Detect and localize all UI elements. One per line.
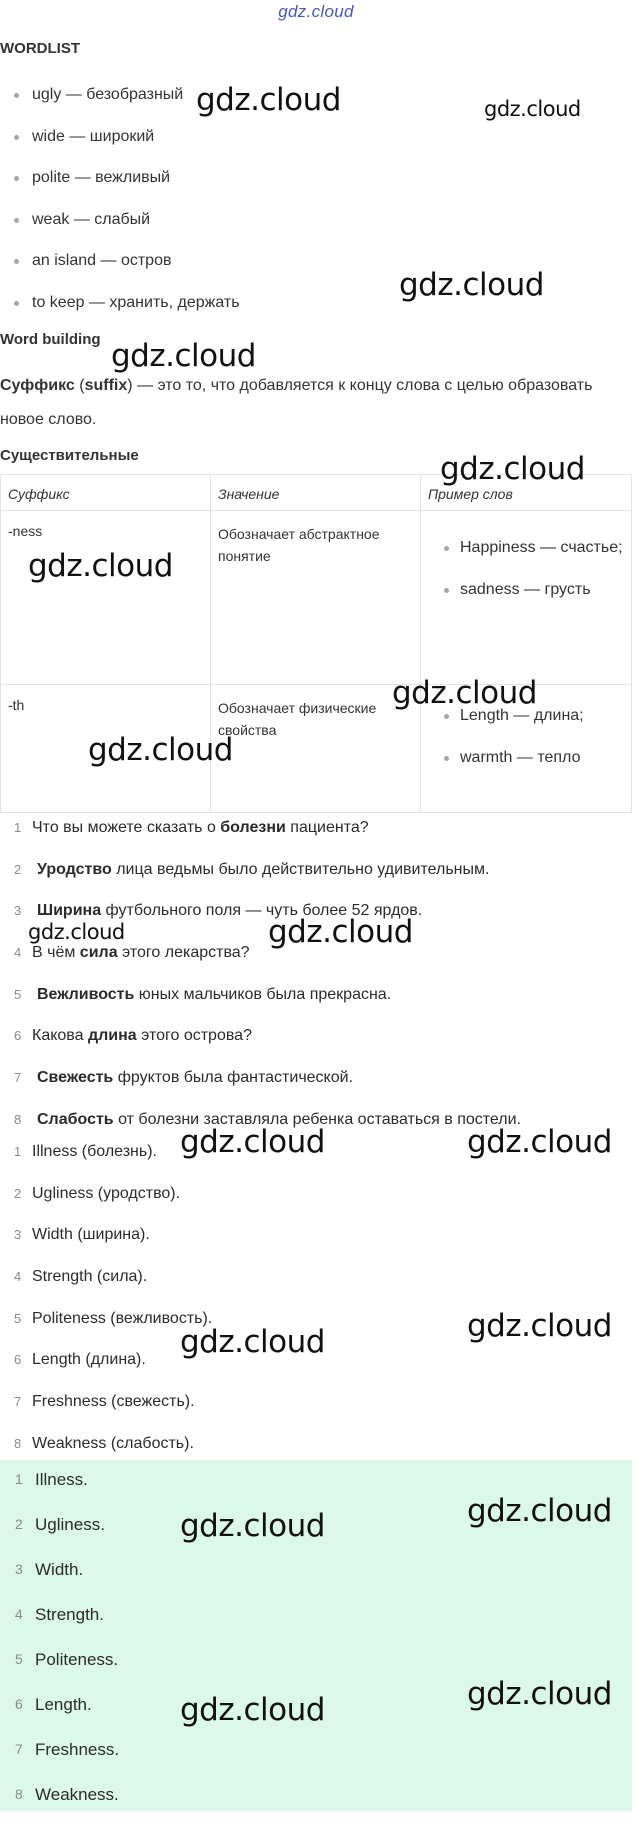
list-item: 5 Politeness (вежливость). xyxy=(14,1309,213,1327)
suffix-cell: -th xyxy=(1,685,211,813)
bullet-icon xyxy=(444,546,449,551)
list-item: 7 Свежесть фруктов была фантастической. xyxy=(14,1069,354,1087)
bullet-icon xyxy=(14,218,19,223)
watermark: gdz.cloud xyxy=(196,82,341,118)
bullet-icon xyxy=(14,93,19,98)
suffix-definition: Суффикс (suffix) — это то, что добавляется к концу слова с целью образовать новое слово. xyxy=(0,377,593,428)
watermark: gdz.cloud xyxy=(180,1124,325,1160)
bullet-icon xyxy=(444,588,449,593)
suffix-cell: -ness xyxy=(1,511,211,685)
suffix-table xyxy=(0,474,632,813)
table-row xyxy=(1,511,632,685)
list-item: 3 Ширина футбольного поля — чуть более 52 ярдов. xyxy=(14,902,423,920)
list-item: 3 Width. xyxy=(15,1560,84,1579)
list-item: 4 Strength. xyxy=(15,1605,104,1624)
list-item: 7 Freshness. xyxy=(15,1740,120,1759)
table-row xyxy=(1,685,632,813)
list-item: 2 Ugliness (уродство). xyxy=(14,1184,181,1202)
column-header: Значение xyxy=(211,475,421,511)
list-item: 1 Что вы можете сказать о болезни пациента? xyxy=(14,819,369,836)
list-item: 4 Strength (сила). xyxy=(14,1268,148,1286)
examples-cell xyxy=(421,685,632,813)
list-item: 8 Weakness. xyxy=(15,1785,119,1804)
watermark: gdz.cloud xyxy=(392,675,537,711)
watermark: gdz.cloud xyxy=(399,267,544,303)
bullet-icon xyxy=(444,714,449,719)
bullet-icon xyxy=(14,259,19,264)
list-item: 8 Weakness (слабость). xyxy=(14,1434,194,1452)
list-item: weak — слабый xyxy=(0,211,240,253)
watermark: gdz.cloud xyxy=(88,732,233,768)
list-item: 6 Какова длина этого острова? xyxy=(14,1027,252,1045)
watermark: gdz.cloud xyxy=(111,338,256,374)
watermark: gdz.cloud xyxy=(440,451,585,487)
bullet-icon xyxy=(444,756,449,761)
examples-cell xyxy=(421,511,632,685)
list-item: 5 Вежливость юных мальчиков была прекрасна. xyxy=(14,985,392,1003)
list-item: polite — вежливый xyxy=(0,169,240,211)
list-item: an island — остров xyxy=(0,252,240,294)
list-item: 8 Слабость от болезни заставляла ребенка оставаться в постели. xyxy=(14,1110,522,1128)
list-item: 3 Width (ширина). xyxy=(14,1226,150,1244)
list-item: 1 Illness (болезнь). xyxy=(14,1143,157,1160)
nouns-heading: Существительные xyxy=(0,447,139,464)
list-item: 7 Freshness (свежесть). xyxy=(14,1393,195,1411)
watermark: gdz.cloud xyxy=(467,1124,612,1160)
answer-list xyxy=(0,1143,212,1477)
list-item: warmth — тепло xyxy=(428,741,624,775)
table-header-row xyxy=(1,475,632,511)
watermark: gdz.cloud xyxy=(467,1676,612,1712)
list-item: to keep — хранить, держать xyxy=(0,294,240,336)
site-logo[interactable]: gdz.cloud xyxy=(278,2,354,21)
list-item: ugly — безобразный xyxy=(0,86,240,128)
list-item: 2 Уродство лица ведьмы было действительно удивительным. xyxy=(14,860,490,878)
list-item: 6 Length. xyxy=(15,1695,92,1714)
watermark: gdz.cloud xyxy=(28,548,173,584)
list-item: 4 В чём сила этого лекарства? xyxy=(14,944,250,962)
watermark: gdz.cloud xyxy=(180,1324,325,1360)
watermark: gdz.cloud xyxy=(28,920,125,944)
watermark: gdz.cloud xyxy=(268,914,413,950)
list-item: wide — широкий xyxy=(0,128,240,170)
list-item: Length — длина; xyxy=(428,699,624,733)
column-header: Суффикс xyxy=(1,475,211,511)
watermark: gdz.cloud xyxy=(467,1308,612,1344)
bullet-icon xyxy=(14,135,19,140)
watermark: gdz.cloud xyxy=(180,1508,325,1544)
wordlist xyxy=(0,86,240,336)
list-item: 5 Politeness. xyxy=(15,1650,119,1669)
meaning-cell: Обозначает физические свойства xyxy=(211,685,421,813)
meaning-cell: Обозначает абстрактное понятие xyxy=(211,511,421,685)
final-answer-list xyxy=(0,1470,119,1830)
wordlist-heading: WORDLIST xyxy=(0,40,80,57)
bullet-icon xyxy=(14,176,19,181)
column-header: Пример слов xyxy=(421,475,632,511)
list-item: 1 Illness. xyxy=(15,1470,88,1489)
list-item: Happiness — счастье; xyxy=(428,531,624,565)
bullet-icon xyxy=(14,301,19,306)
list-item: 2 Ugliness. xyxy=(15,1515,105,1534)
question-list xyxy=(0,819,521,1153)
watermark: gdz.cloud xyxy=(484,97,581,121)
word-building-heading: Word building xyxy=(0,331,101,348)
watermark: gdz.cloud xyxy=(180,1692,325,1728)
list-item: sadness — грусть xyxy=(428,573,624,607)
list-item: 6 Length (длина). xyxy=(14,1351,146,1369)
watermark: gdz.cloud xyxy=(467,1493,612,1529)
